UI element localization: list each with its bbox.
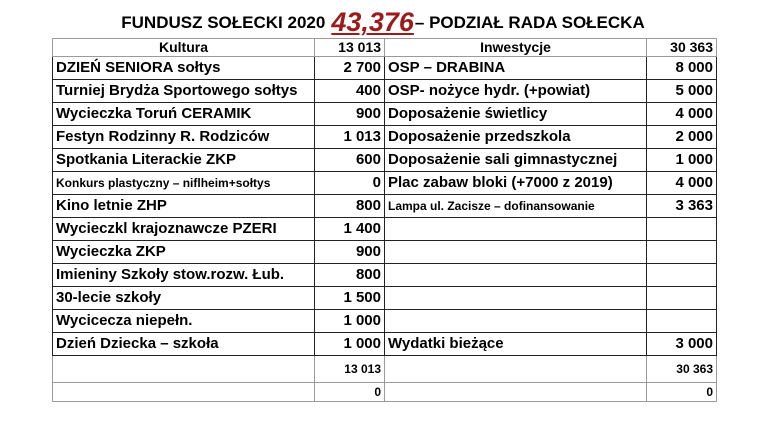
sum-spacer-left xyxy=(53,356,315,383)
table-row xyxy=(53,126,717,149)
investment-item-label: Wydatki bieżące xyxy=(385,333,647,356)
culture-item-label: 30-lecie szkoły xyxy=(53,287,315,310)
document-title xyxy=(52,4,714,36)
investment-item-amount xyxy=(647,310,717,333)
remainder-row xyxy=(53,383,717,402)
culture-item-label: Wycieczka Toruń CERAMIK xyxy=(53,103,315,126)
investment-item-label xyxy=(385,241,647,264)
table-row xyxy=(53,172,717,195)
table-row xyxy=(53,333,717,356)
culture-item-amount: 1 000 xyxy=(315,310,385,333)
culture-item-label: Konkurs plastyczny – niflheim+sołtys xyxy=(53,172,315,195)
investment-item-amount: 1 000 xyxy=(647,149,717,172)
investment-item-amount: 2 000 xyxy=(647,126,717,149)
culture-item-label: Spotkania Literackie ZKP xyxy=(53,149,315,172)
culture-remainder: 0 xyxy=(315,383,385,402)
investment-item-label: Doposażenie sali gimnastycznej xyxy=(385,149,647,172)
table-row xyxy=(53,241,717,264)
header-investments: Inwestycje xyxy=(385,39,647,57)
table-row xyxy=(53,103,717,126)
investments-remainder: 0 xyxy=(647,383,717,402)
investment-item-amount: 4 000 xyxy=(647,172,717,195)
culture-item-label: Dzień Dziecka – szkoła xyxy=(53,333,315,356)
title-amount: 43,376 xyxy=(331,7,414,37)
culture-item-amount: 1 013 xyxy=(315,126,385,149)
table-row xyxy=(53,264,717,287)
culture-item-label: Wycieczka ZKP xyxy=(53,241,315,264)
investment-item-amount xyxy=(647,287,717,310)
investment-item-label: OSP – DRABINA xyxy=(385,57,647,80)
table-row xyxy=(53,287,717,310)
culture-item-amount: 1 500 xyxy=(315,287,385,310)
table-row xyxy=(53,149,717,172)
culture-item-amount: 2 700 xyxy=(315,57,385,80)
investment-item-amount xyxy=(647,218,717,241)
investment-item-amount: 5 000 xyxy=(647,80,717,103)
remainder-spacer-right xyxy=(385,383,647,402)
investment-item-label: Doposażenie świetlicy xyxy=(385,103,647,126)
investment-item-label: Lampa ul. Zacisze – dofinansowanie xyxy=(385,195,647,218)
culture-item-amount: 600 xyxy=(315,149,385,172)
investment-item-amount xyxy=(647,241,717,264)
culture-item-label: Turniej Brydża Sportowego sołtys xyxy=(53,80,315,103)
investment-item-amount: 8 000 xyxy=(647,57,717,80)
culture-item-label: Wycieczkl krajoznawcze PZERI xyxy=(53,218,315,241)
culture-item-label: Imieniny Szkoły stow.rozw. Łub. xyxy=(53,264,315,287)
investment-item-amount: 3 000 xyxy=(647,333,717,356)
table-row xyxy=(53,310,717,333)
culture-item-label: Wycicecza niepełn. xyxy=(53,310,315,333)
header-culture-total: 13 013 xyxy=(315,39,385,57)
header-row xyxy=(53,39,717,57)
fund-table xyxy=(52,38,717,402)
remainder-spacer-left xyxy=(53,383,315,402)
culture-item-amount: 1 400 xyxy=(315,218,385,241)
culture-item-amount: 900 xyxy=(315,103,385,126)
header-investments-total: 30 363 xyxy=(647,39,717,57)
culture-item-amount: 400 xyxy=(315,80,385,103)
culture-item-label: Kino letnie ZHP xyxy=(53,195,315,218)
title-prefix: FUNDUSZ SOŁECKI 2020 xyxy=(121,13,326,32)
sum-spacer-right xyxy=(385,356,647,383)
culture-item-amount: 800 xyxy=(315,195,385,218)
investments-sum: 30 363 xyxy=(647,356,717,383)
investment-item-label xyxy=(385,264,647,287)
investment-item-label xyxy=(385,310,647,333)
investment-item-amount: 3 363 xyxy=(647,195,717,218)
investment-item-amount: 4 000 xyxy=(647,103,717,126)
table-row xyxy=(53,57,717,80)
culture-item-amount: 900 xyxy=(315,241,385,264)
culture-sum: 13 013 xyxy=(315,356,385,383)
culture-item-amount: 1 000 xyxy=(315,333,385,356)
table-row xyxy=(53,195,717,218)
sums-row xyxy=(53,356,717,383)
investment-item-amount xyxy=(647,264,717,287)
culture-item-amount: 800 xyxy=(315,264,385,287)
table-row xyxy=(53,218,717,241)
header-culture: Kultura xyxy=(53,39,315,57)
investment-item-label: OSP- nożyce hydr. (+powiat) xyxy=(385,80,647,103)
culture-item-label: DZIEŃ SENIORA sołtys xyxy=(53,57,315,80)
title-suffix: – PODZIAŁ RADA SOŁECKA xyxy=(414,13,645,32)
culture-item-label: Festyn Rodzinny R. Rodziców xyxy=(53,126,315,149)
table-row xyxy=(53,80,717,103)
investment-item-label: Plac zabaw bloki (+7000 z 2019) xyxy=(385,172,647,195)
investment-item-label xyxy=(385,218,647,241)
investment-item-label: Doposażenie przedszkola xyxy=(385,126,647,149)
investment-item-label xyxy=(385,287,647,310)
culture-item-amount: 0 xyxy=(315,172,385,195)
